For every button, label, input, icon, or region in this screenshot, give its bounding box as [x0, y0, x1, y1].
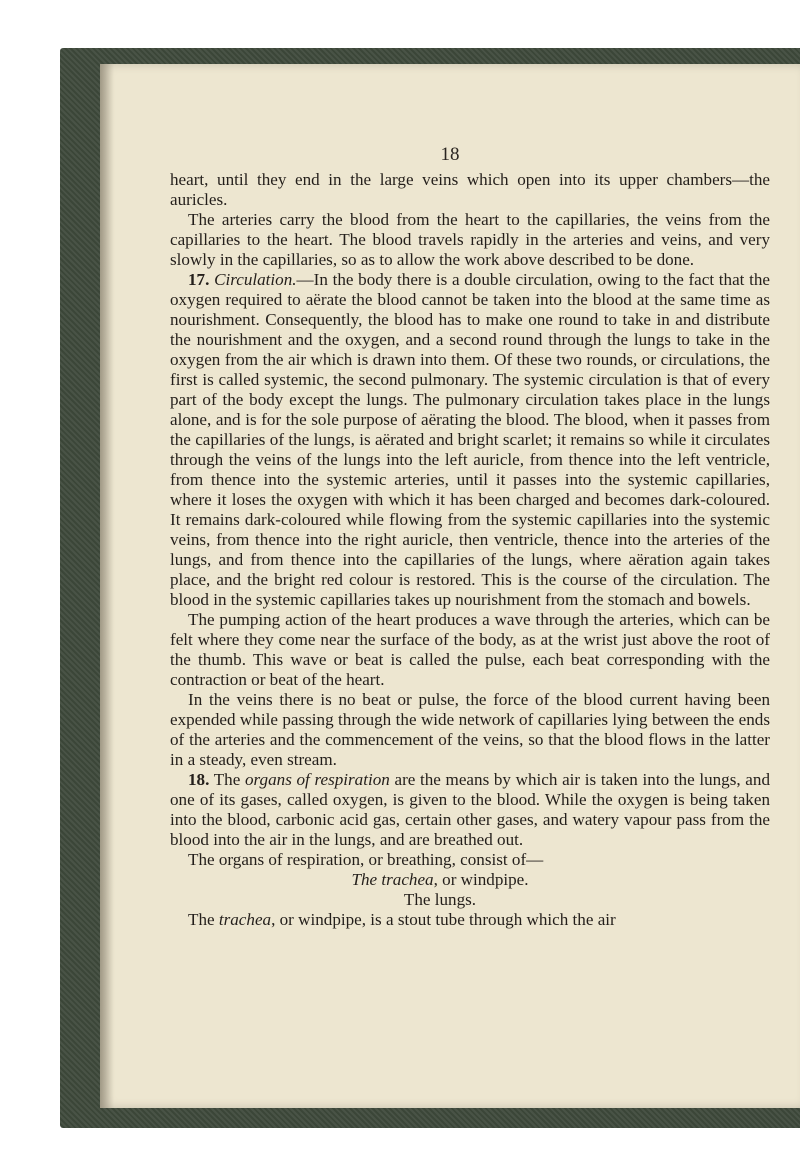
page-number: 18: [440, 144, 460, 165]
paragraph-arteries: The arteries carry the blood from the heart to the capillaries, the veins from the capillaries to the heart. The blood travels rapidly in the arteries and veins, and very slowly in the capillaries, so as to allow the work above described to be done.: [170, 210, 770, 269]
section-title: Circulation.: [214, 270, 297, 289]
list-text: , or windpipe.: [433, 870, 529, 889]
book-page: [100, 64, 800, 1108]
section-text: —In the body there is a double circulation, owing to the fact that the oxygen required to aërate the blood cannot be taken into the blood at the same time as nourishment. Consequently, the blood has to make one round to take in and distribute the nourishment and the oxygen, and a second round through the lungs to take in the oxygen from the air which is drawn into them. Of these two rounds, or circulations, the first is called systemic, the second pulmonary. The systemic circulation is that of every part of the body except the lungs. The pulmonary circulation takes place in the lungs alone, and is for the sole purpose of aërating the blood. The blood, when it passes from the capillaries of the lungs, is aërated and bright scarlet; it remains so while it circulates through the veins of the lungs into the left auricle, from thence into the left ventricle, from thence into the systemic arteries, until it passes into the systemic capillaries, where it loses the oxygen with which it has been charged and becomes dark-coloured. It remains dark-coloured while flowing from the systemic capillaries into the systemic veins, from thence into the right auricle, then ventricle, thence into the arteries of the lungs, and from thence into the capillaries of the lungs, where aëration again takes place, and the bright red colour is restored. This is the course of the circulation. The blood in the systemic capillaries takes up nourishment from the stomach and bowels.: [170, 270, 771, 609]
page-text: [170, 170, 770, 930]
section-number: 17.: [188, 270, 210, 289]
list-term: The trachea: [351, 870, 434, 889]
paragraph-veins: In the veins there is no beat or pulse, the force of the blood current having been expended while passing through the wide network of capillaries lying between the ends of the arteries and the commencement of the veins, so that the blood flows in the latter in a steady, even stream.: [170, 690, 770, 769]
page-gutter-shadow: [100, 64, 114, 1108]
section-term: organs of respiration: [244, 770, 390, 789]
text: , or windpipe, is a stout tube through which the air: [271, 910, 616, 929]
section-text: are the means by which air is taken into the lungs, and one of its gases, called oxygen, is given to the blood. While the oxygen is being taken into the blood, carbonic acid gas, certain other gases, and watery vapour pass from the blood into the air in the lungs, and are breathed out.: [170, 770, 770, 849]
section-text-pre: The: [213, 770, 245, 789]
section-17: [170, 270, 770, 610]
list-item: [170, 870, 770, 890]
paragraph-pulse: The pumping action of the heart produces a wave through the arteries, which can be felt where they come near the surface of the body, as at the wrist just above the root of the thumb. This wave or beat is called the pulse, each beat corresponding with the contraction or beat of the heart.: [170, 610, 770, 689]
text-pre: The: [188, 910, 219, 929]
paragraph-heart: heart, until they end in the large veins which open into its upper chambers—the auricles.: [170, 170, 770, 209]
list-item: The lungs.: [403, 890, 477, 909]
section-number: 18.: [188, 770, 210, 789]
term: trachea: [218, 910, 272, 929]
paragraph-organs: The organs of respiration, or breathing, consist of—: [188, 850, 544, 869]
section-18: [170, 770, 770, 850]
paragraph-trachea: [170, 910, 770, 930]
